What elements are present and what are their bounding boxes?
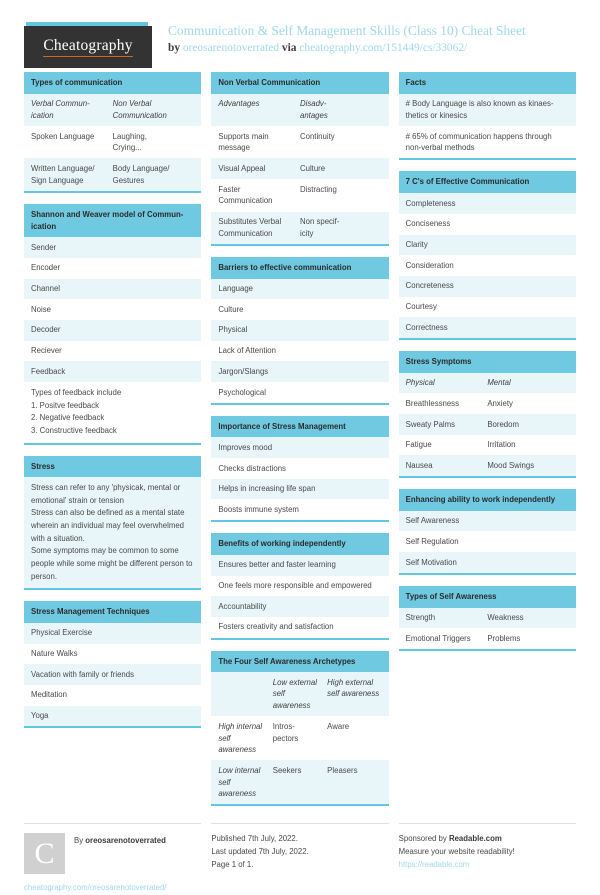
cell-value: Courtesy [405,302,437,312]
cell-value: Emotional Triggers [405,633,471,643]
cell-value: Boredom [487,419,519,429]
table-row [24,685,201,706]
section-paragraph [24,477,201,588]
column-header-cell: Mental [487,378,511,388]
cell-value: # Body Language is also known as kinaes-thetics or kinesics [405,99,554,120]
cell-value: Faster Communication [218,184,273,206]
table-row [399,126,576,158]
column-header-cell: High external self awareness [327,677,380,699]
section-title: Types of communication [24,72,201,94]
section-title: Stress Management Techniques [24,601,201,623]
paragraph-line: 2. Negative feedback [31,413,105,423]
table-row [399,255,576,276]
cell-value: Boosts immune system [218,504,299,514]
cell-value: Jargon/Slangs [218,366,269,376]
table-row [211,499,388,520]
table-row [399,552,576,573]
cell-value: # 65% of communication happens through non-verbal methods [405,131,552,153]
cell-value: Consideration [405,260,454,270]
section-title: Enhancing ability to work independently [399,489,576,511]
content-column [399,72,576,662]
cell-value: Decoder [31,325,61,335]
cell-value: Clarity [405,240,428,249]
cell-value: Culture [299,163,326,173]
cell-value: Non specif- icity [299,217,340,238]
table-row [399,276,576,297]
author-link[interactable]: oreosarenotoverrated [182,41,280,54]
section-card [211,416,388,522]
column-header-cell: Verbal Commun- ication [31,99,90,120]
cell-value: Irritation [487,440,516,450]
table-row [399,193,576,214]
cell-value: Vacation with family or friends [31,669,134,679]
table-row [211,617,388,638]
table-row [211,555,388,576]
section-title: Importance of Stress Management [211,416,388,438]
table-row [211,158,388,179]
table-row [399,608,576,629]
table-row [24,279,201,300]
table-row [24,706,201,727]
table-row [399,455,576,476]
byline-via-label: via [281,41,297,54]
cell-value: Visual Appeal [218,163,266,173]
cell-value: Self Awareness [405,516,460,526]
cell-value: Continuity [299,131,335,141]
content-columns [24,72,576,817]
table-row [211,299,388,320]
table-row [24,644,201,665]
section-title: Stress Symptoms [399,351,576,373]
cell-value: Problems [487,633,521,643]
column-header-cell: Non Verbal Communication [112,99,167,120]
section-title: The Four Self Awareness Archetypes [211,651,388,673]
cell-value: Spoken Language [31,131,95,141]
table-row [399,94,576,126]
table-row [399,317,576,338]
paragraph-line: 3. Constructive feedback [31,425,117,435]
cell-value: Reciever [31,346,62,356]
paragraph-line: Types of feedback include [31,388,122,397]
cell-value: Aware [327,721,350,731]
cell-value: Culture [218,304,244,314]
column-header-cell: Low external self awareness [272,677,317,711]
cell-value: Nausea [405,460,433,470]
page-number: Page 1 of 1. [211,859,254,869]
table-row [24,623,201,644]
table-row [399,435,576,456]
section-card [399,586,576,651]
table-row [399,214,576,235]
page-footer [24,823,576,895]
cell-value: Strength [405,613,436,622]
table-row [211,382,388,403]
table-row [24,258,201,279]
section-title: Benefits of working independently [211,533,388,555]
footer-by-label: By [74,836,84,846]
table-row [211,94,388,126]
section-card [24,204,201,445]
cell-value: Helps in increasing life span [218,484,316,494]
cell-value: Improves mood [218,442,273,452]
sponsor-prefix: Sponsored by [398,834,447,844]
table-row [211,437,388,458]
cell-value: Intros- pectors [272,721,299,743]
table-row [399,628,576,649]
footer-publish-block [211,823,388,895]
column-header-cell: High internal self awareness [218,721,263,755]
content-column [211,72,388,817]
table-row [399,235,576,256]
footer-byline [74,833,166,848]
column-header-cell: Low internal self awareness [218,765,261,799]
footer-sponsor-block [399,823,576,895]
cell-value: Accountability [218,601,267,611]
footer-author-url[interactable]: cheatography.com/oreosarenotoverrated/ [24,883,167,893]
logo-box [24,26,152,68]
cheatography-logo[interactable] [24,22,152,68]
cell-value: Supports main message [218,131,269,153]
cell-value: Seekers [272,765,302,775]
section-paragraph [24,382,201,443]
table-row [399,511,576,532]
cell-value: Concreteness [405,281,454,291]
cell-value: One feels more responsible and empowered [218,581,372,590]
footer-author-block [24,823,201,895]
section-title: Facts [399,72,576,94]
table-row [211,458,388,479]
table-row [211,212,388,244]
cell-value: Distracting [299,184,337,194]
cell-value: Meditation [31,690,67,700]
cell-value: Physical [218,325,248,335]
section-card [24,456,201,591]
source-url-link[interactable]: cheatography.com/151449/cs/33062/ [299,41,468,54]
table-row [399,373,576,394]
sponsor-line [399,833,576,846]
content-column [24,72,201,739]
table-row [211,126,388,158]
cell-value: Fatigue [405,440,432,450]
cell-value: Lack of Attention [218,346,276,356]
cell-value: Fosters creativity and satisfaction [218,622,334,632]
section-card [211,651,388,807]
cell-value: Conciseness [405,219,451,229]
section-card [211,533,388,639]
cell-value: Noise [31,304,51,314]
table-row [211,479,388,500]
page-title: Communication & Self Management Skills (Class 10) Cheat Sheet [168,23,526,38]
table-row [211,760,388,804]
section-card [399,489,576,575]
cell-value: Correctness [405,322,448,332]
cell-value: Self Motivation [405,557,457,567]
cell-value: Sweaty Palms [405,419,456,429]
table-row [211,320,388,341]
cell-value: Sender [31,242,57,252]
cell-value: Self Regulation [405,536,459,546]
published-date: Published 7th July, 2022. [211,834,298,844]
table-row [211,179,388,211]
table-row [24,320,201,341]
cell-value: Encoder [31,263,61,273]
updated-date: Last updated 7th July, 2022. [211,847,309,857]
table-row [24,664,201,685]
header-text [152,22,526,54]
cell-value: Substitutes Verbal Communication [218,217,282,238]
cell-value: Ensures better and faster learning [218,560,336,570]
table-row [211,672,388,716]
section-title: Non Verbal Communication [211,72,388,94]
table-row [211,279,388,300]
table-row [211,716,388,760]
sponsor-url-link[interactable]: https://readable.com [398,859,470,869]
column-header-cell: Advantages [218,99,260,109]
table-row [24,341,201,362]
table-row [24,126,201,158]
sponsor-tagline: Measure your website readability! [398,847,515,857]
footer-author-name: oreosarenotoverrated [85,836,166,846]
table-row [399,414,576,435]
cell-value: Physical Exercise [31,628,93,638]
page-header [24,0,576,58]
cell-value: Nature Walks [31,649,78,659]
byline [168,42,526,54]
section-title: Stress [24,456,201,478]
section-card [24,601,201,728]
logo-wordmark-text: Cheatography [43,37,133,54]
cell-value: Channel [31,284,61,294]
cell-value [218,677,272,712]
sponsor-name: Readable.com [448,834,502,844]
paragraph-line: 1. Positve feedback [31,400,100,410]
table-row [399,393,576,414]
paragraph-line: Some symptoms may be common to some people while some might be different person to person. [31,546,193,581]
cell-value: Weakness [487,613,524,622]
cell-value: Pleasers [327,765,358,775]
table-row [24,158,201,190]
cell-value: Written Language/ Sign Language [31,163,95,185]
paragraph-line: Stress can refer to any 'physicak, mental or emotional' strain or tension [31,483,181,505]
section-card [211,257,388,405]
table-row [399,297,576,318]
section-card [399,351,576,478]
logo-underline-right [90,56,128,58]
section-card [399,171,576,340]
table-row [24,299,201,320]
table-row [211,341,388,362]
section-card [399,72,576,160]
table-row [399,531,576,552]
table-row [24,94,201,126]
cell-value: Yoga [31,711,49,721]
table-row [211,361,388,382]
table-row [24,361,201,382]
section-title: Types of Self Awareness [399,586,576,608]
cell-value: Breathlessness [405,398,459,408]
table-row [24,237,201,258]
column-header-cell: Disadv- antages [299,99,328,120]
cell-value: Psychological [218,387,267,397]
section-title: Barriers to effective communication [211,257,388,279]
logo-wordmark [43,37,132,57]
section-card [24,72,201,193]
cell-value: Mood Swings [487,460,535,470]
paragraph-line: Stress can also be defined as a mental state wherein an individual may feel overwhelmed with a situation. [31,508,185,543]
section-title: Shannon and Weaver model of Commun-ication [24,204,201,237]
column-header-cell: Physical [405,378,435,388]
cell-value: Body Language/ Gestures [112,163,170,185]
cell-value: Checks distractions [218,463,286,473]
section-title: 7 C's of Effective Communication [399,171,576,193]
byline-by-label: by [168,41,181,54]
section-card [211,72,388,246]
cell-value: Feedback [31,366,66,376]
cell-value: Completeness [405,198,456,208]
table-row [211,576,388,597]
table-row [211,596,388,617]
avatar: C [24,833,65,874]
cell-value: Language [218,284,254,294]
cell-value: Anxiety [487,398,513,408]
cell-value: Laughing, Crying... [112,131,147,153]
